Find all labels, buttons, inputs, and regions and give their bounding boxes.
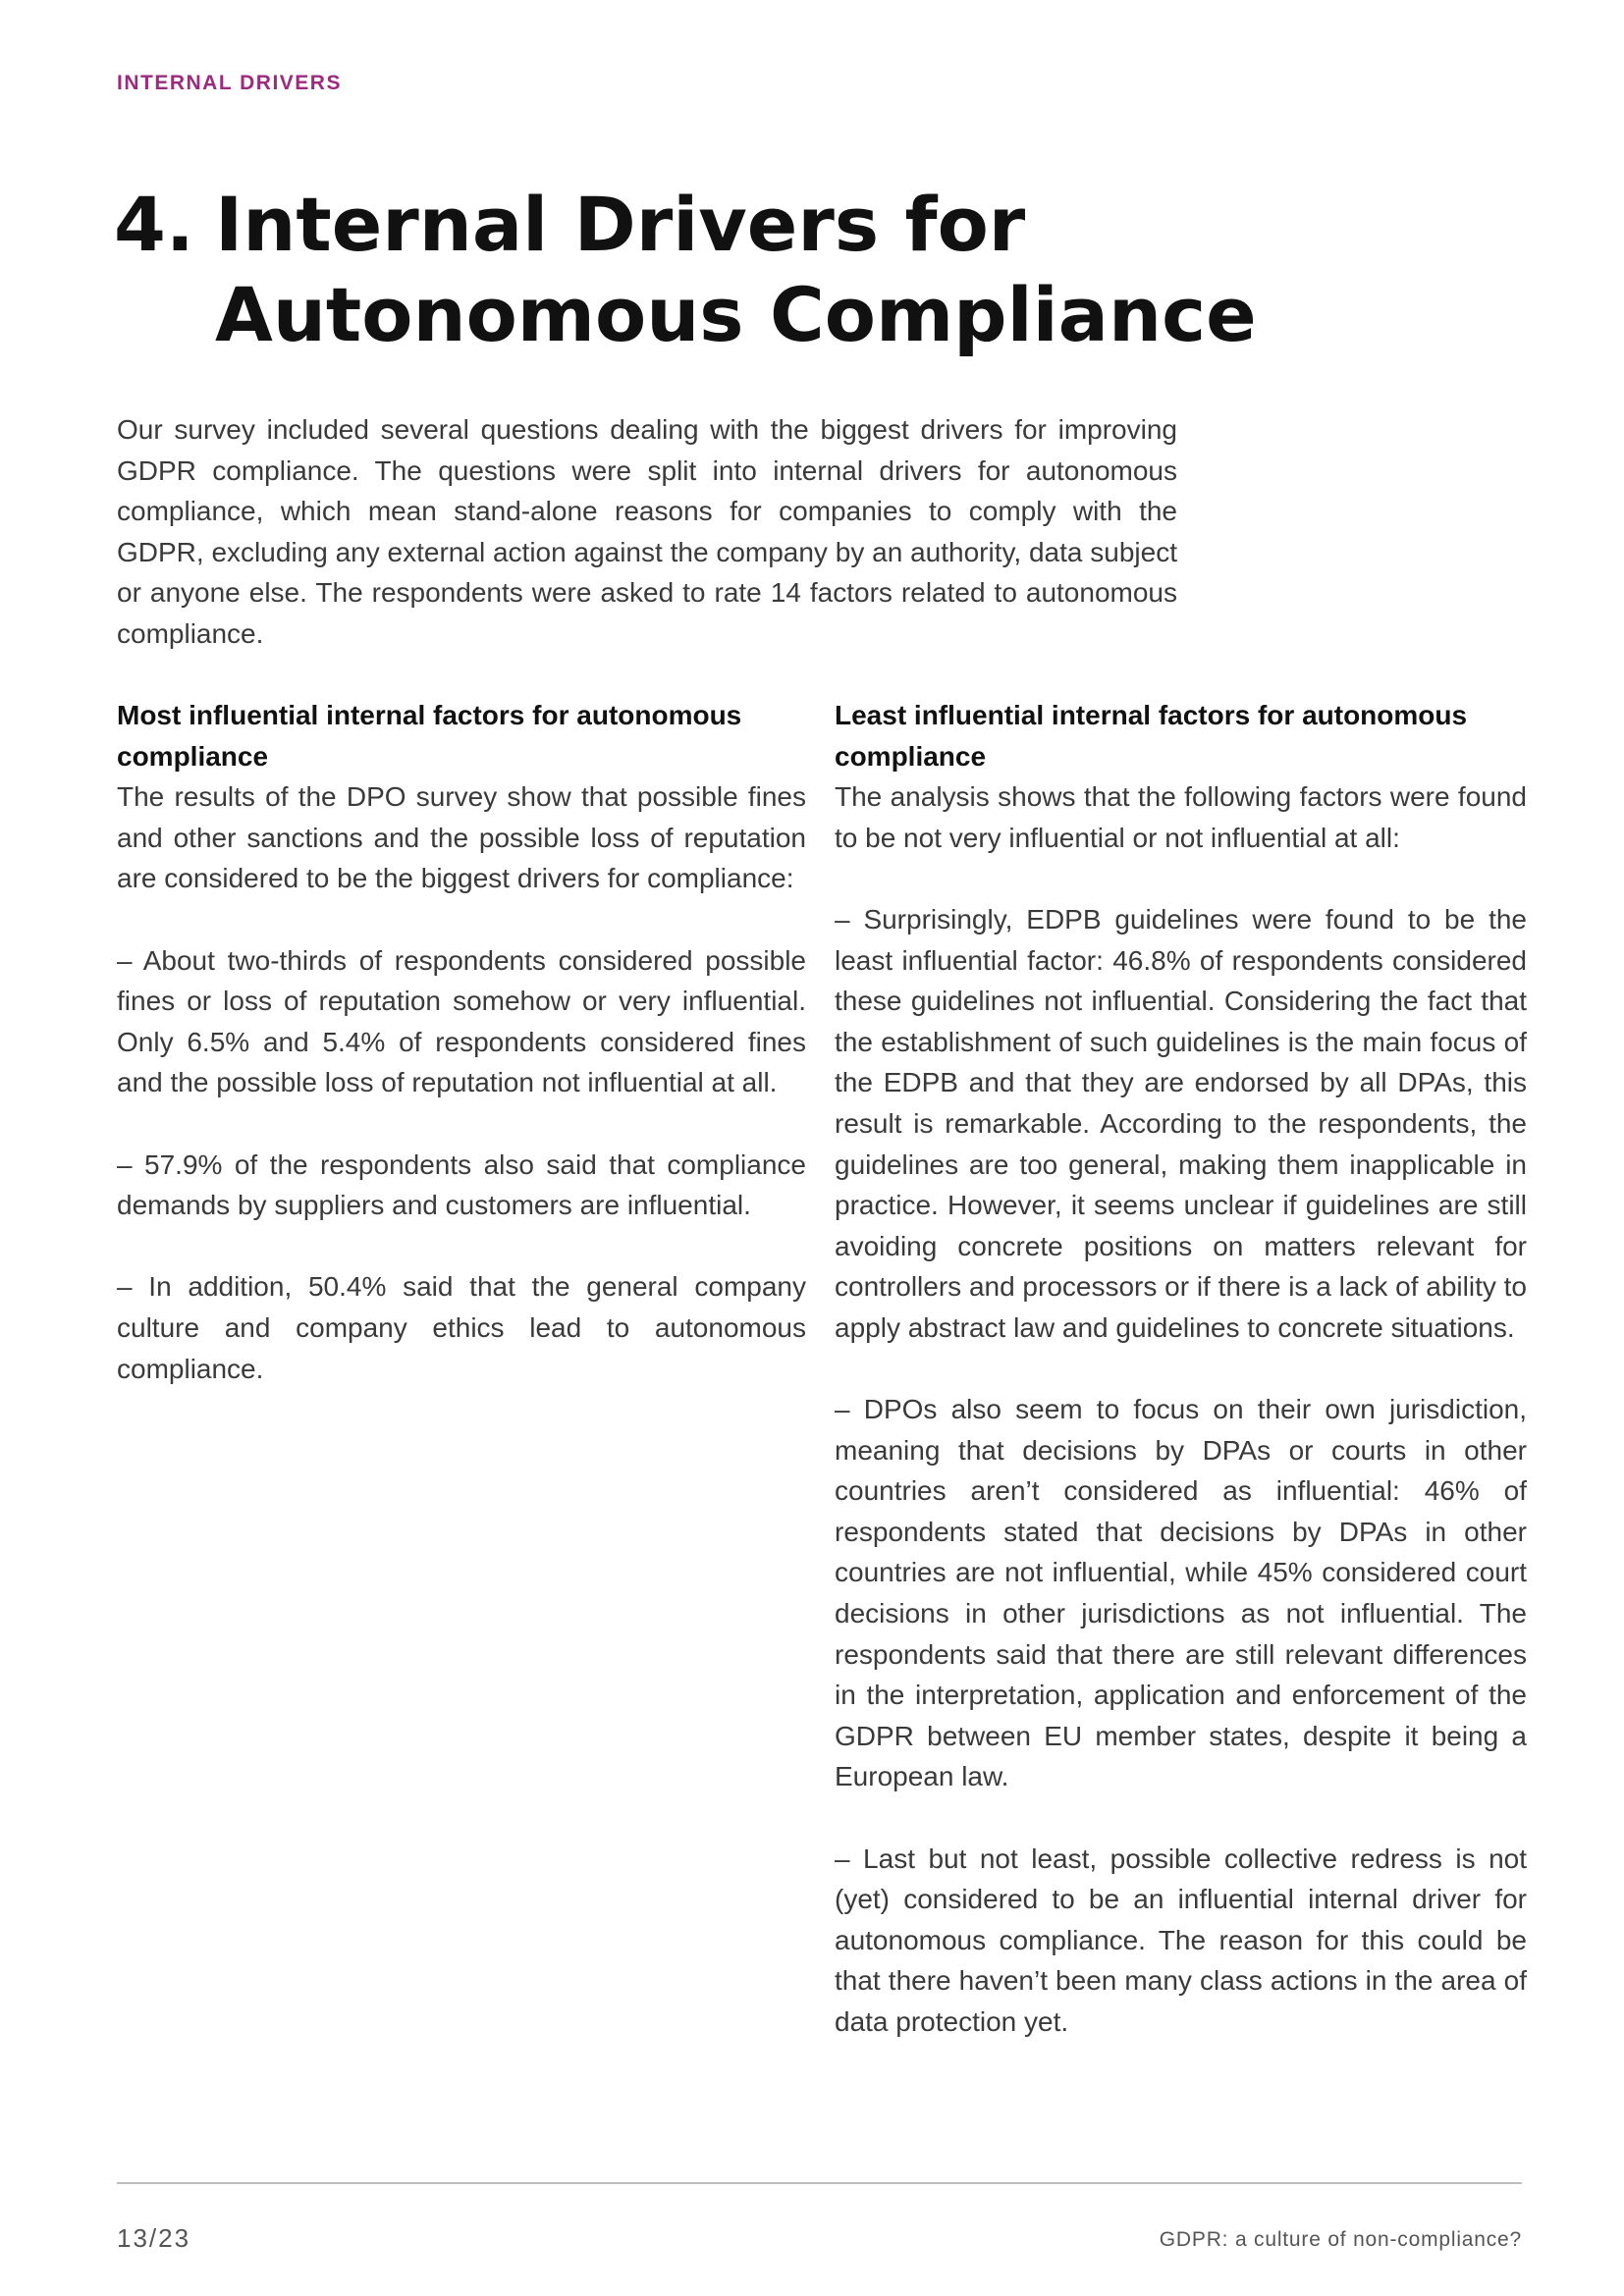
document-title: GDPR: a culture of non-compliance? [1159,2228,1522,2251]
left-bullet: – In addition, 50.4% said that the general company culture and company ethics lead to autonomous compliance. [117,1271,806,1384]
right-bullet: – DPOs also seem to focus on their own jurisdiction, meaning that decisions by DPAs or courts in other countries aren’t considered as influential: 46% of respondents stated that decisions by DPAs in other countries are not influential, while 45% considered court decisions in other jurisdictions as not influential. The respondents said that there are still relevant differences in the interpretation, application and enforcement of the GDPR between EU member states, despite it being a European law. [835,1394,1527,1792]
right-bullet: – Last but not least, possible collective redress is not (yet) considered to be an influential internal driver for autonomous compliance. The reason for this could be that there haven’t been many class actions in the area of data protection yet. [835,1842,1527,2037]
left-column [117,695,806,1389]
right-column [835,695,1527,2043]
right-bullet: – Surprisingly, EDPB guidelines were found to be the least influential factor: 46.8% of respondents considered these guidelines not influential. Considering the fact that the establishment of such guidelines is the main focus of the EDPB and that they are endorsed by all DPAs, this result is remarkable. According to the respondents, the guidelines are too general, making them inapplicable in practice. However, it seems unclear if guidelines are still avoiding concrete positions on matters relevant for controllers and processors or if there is a lack of ability to apply abstract law and guidelines to concrete situations. [835,903,1527,1343]
left-bullet: – About two-thirds of respondents considered possible fines or loss of reputation somehow or very influential. Only 6.5% and 5.4% of respondents considered fines and the possible loss of reputation not influential at all. [117,944,806,1098]
left-column-heading: Most influential internal factors for autonomous compliance [117,700,742,772]
title-line-2: Autonomous Compliance [215,271,1257,358]
page-title [114,180,1390,360]
footer-divider [117,2182,1522,2184]
page-number: 13/23 [117,2223,191,2253]
section-number: 4. [114,181,194,268]
left-paragraph: The results of the DPO survey show that possible fines and other sanctions and the possible loss of reputation are considered to be the biggest drivers for compliance: [117,781,806,894]
right-column-heading: Least influential internal factors for autonomous compliance [835,700,1468,772]
left-bullet: – 57.9% of the respondents also said that compliance demands by suppliers and customers are influential. [117,1148,806,1221]
right-paragraph: The analysis shows that the following factors were found to be not very influential or not influential at all: [835,781,1527,853]
title-line-1: Internal Drivers for [215,181,1026,268]
intro-paragraph: Our survey included several questions dealing with the biggest drivers for improving GDPR compliance. The questions were split into internal drivers for autonomous compliance, which mean stand-alone reasons for companies to comply with the GDPR, excluding any external action against the company by an authority, data subject or anyone else. The respondents were asked to rate 14 factors related to autonomous compliance. [117,414,1177,649]
running-head: INTERNAL DRIVERS [117,72,342,94]
